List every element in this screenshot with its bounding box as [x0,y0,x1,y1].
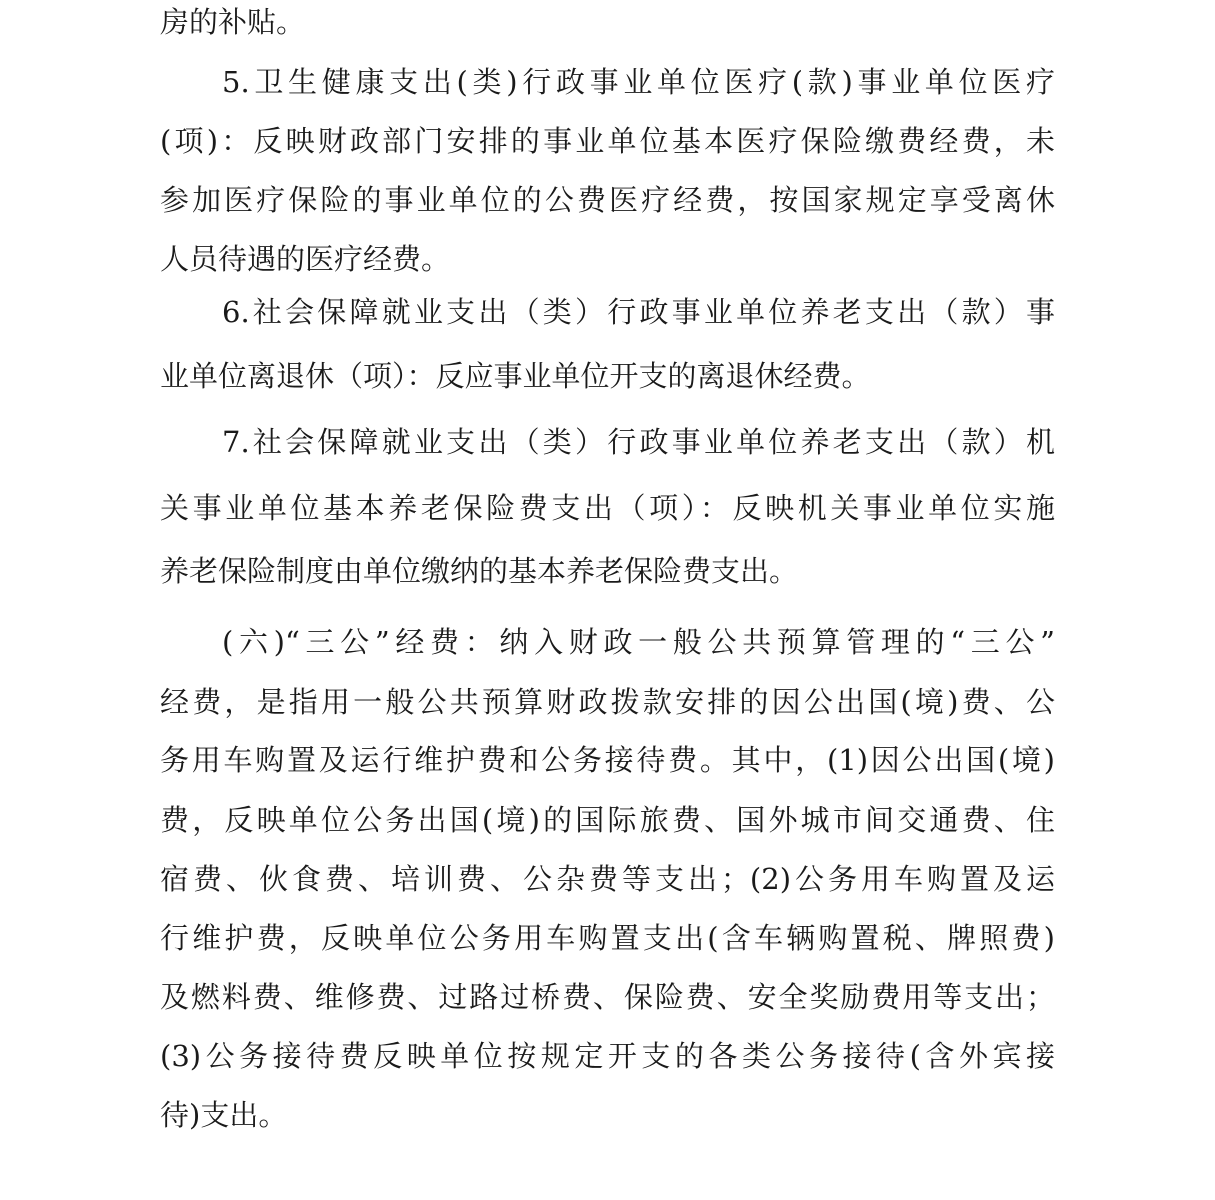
text-line: 业单位离退休（项）：反应事业单位开支的离退休经费。 [160,359,871,393]
text-line: 及燃料费、维修费、过路过桥费、保险费、安全奖励费用等支出； [160,980,1055,1014]
text-line: 待)支出。 [160,1098,288,1132]
text-line: 费，反映单位公务出国(境)的国际旅费、国外城市间交通费、住 [160,803,1055,837]
text-line: 7.社会保障就业支出（类）行政事业单位养老支出（款）机 [222,425,1055,459]
text-line: (项)：反映财政部门安排的事业单位基本医疗保险缴费经费，未 [160,124,1055,158]
text-line: 务用车购置及运行维护费和公务接待费。其中，(1)因公出国(境) [160,743,1055,777]
text-line: 养老保险制度由单位缴纳的基本养老保险费支出。 [160,554,799,588]
text-line: 6.社会保障就业支出（类）行政事业单位养老支出（款）事 [222,295,1055,329]
text-line: 关事业单位基本养老保险费支出（项）：反映机关事业单位实施 [160,491,1055,525]
text-line: 行维护费，反映单位公务用车购置支出(含车辆购置税、牌照费) [160,921,1055,955]
text-line: (六)“三公”经费：纳入财政一般公共预算管理的“三公” [222,625,1055,659]
text-line: 人员待遇的医疗经费。 [160,242,451,276]
text-line: (3)公务接待费反映单位按规定开支的各类公务接待(含外宾接 [160,1039,1055,1073]
text-line: 经费，是指用一般公共预算财政拨款安排的因公出国(境)费、公 [160,685,1055,719]
text-line: 宿费、伙食费、培训费、公杂费等支出；(2)公务用车购置及运 [160,862,1055,896]
text-line: 参加医疗保险的事业单位的公费医疗经费，按国家规定享受离休 [160,183,1055,217]
text-line: 房的补贴。 [160,5,306,39]
text-line: 5.卫生健康支出(类)行政事业单位医疗(款)事业单位医疗 [222,65,1055,99]
